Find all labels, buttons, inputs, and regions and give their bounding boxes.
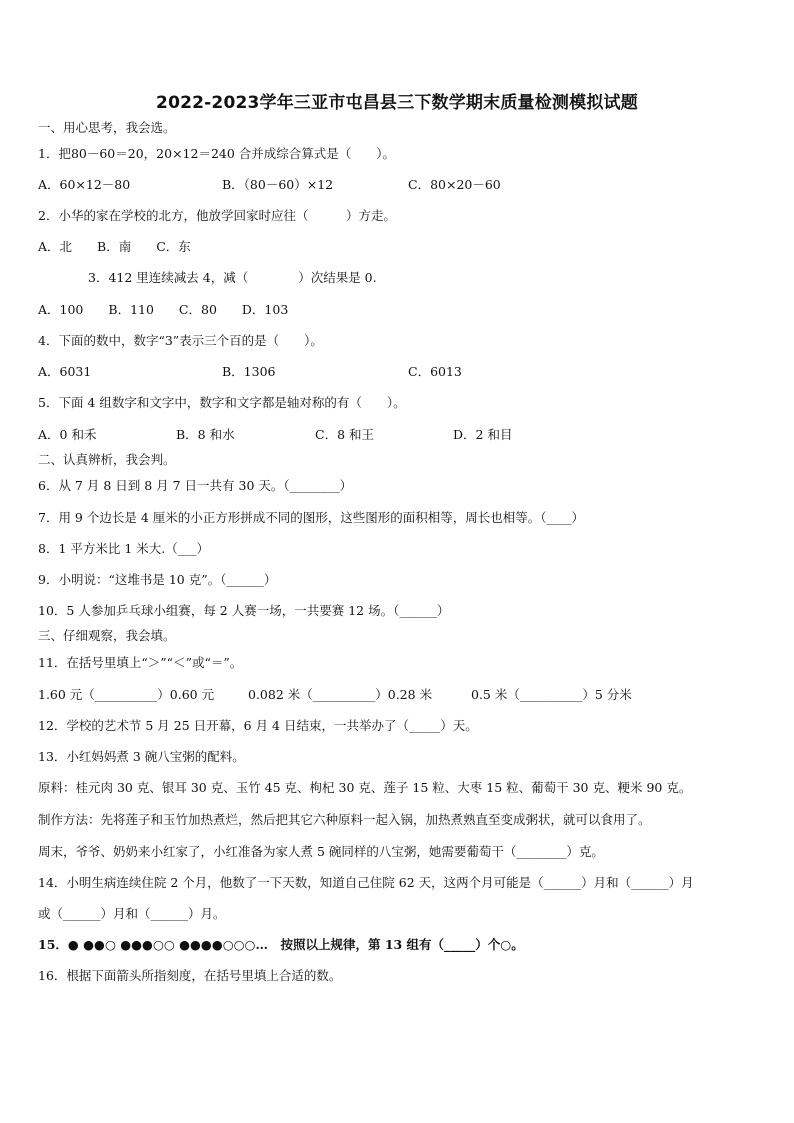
question-16: 16．根据下面箭头所指刻度，在括号里填上合适的数。	[38, 968, 342, 983]
q13-question: 周末，爷爷、奶奶来小红家了，小红准备为家人煮 5 碗同样的八宝粥，她需要葡萄干（________）克。	[38, 844, 604, 859]
q2-options: A．北 B．南 C．东	[38, 239, 191, 254]
section-heading-1: 一、用心思考，我会选。	[38, 120, 176, 135]
q1-option-b: B．（80－60）×12	[222, 177, 334, 192]
q5-option-b: B．8 和水	[176, 427, 235, 442]
q13-method: 制作方法：先将莲子和玉竹加热煮烂，然后把其它六种原料一起入锅，加热煮熟直至变成粥状，就可以食用了。	[38, 812, 651, 827]
page-title: 2022-2023学年三亚市屯昌县三下数学期末质量检测模拟试题	[156, 93, 638, 113]
question-14-cont: 或（______）月和（______）月。	[38, 906, 226, 921]
q1-option-a: A．60×12－80	[38, 177, 131, 192]
question-15: 15．● ●●○ ●●●○○ ●●●●○○○… 按照以上规律，第 13 组有（_____）个○。	[38, 937, 524, 952]
question-14: 14．小明生病连续住院 2 个月，他数了一下天数，知道自己住院 62 天，这两个月可能是（______）月和（______）月	[38, 875, 694, 890]
section-heading-2: 二、认真辨析，我会判。	[38, 452, 176, 467]
question-7: 7．用 9 个边长是 4 厘米的小正方形拼成不同的图形，这些图形的面积相等，周长也相等。（____）	[38, 510, 585, 525]
q3-options: A．100 B．110 C．80 D．103	[38, 302, 289, 317]
q5-option-d: D．2 和目	[453, 427, 513, 442]
q5-option-a: A．0 和禾	[38, 427, 97, 442]
q13-ingredients: 原料：桂元肉 30 克、银耳 30 克、玉竹 45 克、枸杞 30 克、莲子 15 粒、大枣 15 粒、葡萄干 30 克、粳米 90 克。	[38, 780, 692, 795]
question-10: 10．5 人参加乒乓球小组赛，每 2 人赛一场，一共要赛 12 场。（______）	[38, 603, 450, 618]
q1-option-c: C．80×20－60	[408, 177, 501, 192]
question-9: 9．小明说：“这堆书是 10 克”。（______）	[38, 572, 277, 587]
q4-option-c: C．6013	[408, 364, 462, 379]
q11-item-2: 0.082 米（__________）0.28 米	[248, 687, 433, 702]
question-4: 4．下面的数中，数字“3”表示三个百的是（ ）。	[38, 333, 323, 348]
question-8: 8．1 平方米比 1 米大.（___）	[38, 541, 210, 556]
q4-option-a: A．6031	[38, 364, 92, 379]
question-2: 2．小华的家在学校的北方，他放学回家时应往（ ）方走。	[38, 208, 396, 223]
question-11: 11．在括号里填上“＞”“＜”或“＝”。	[38, 655, 243, 670]
q4-option-b: B．1306	[222, 364, 276, 379]
question-5: 5．下面 4 组数字和文字中，数字和文字都是轴对称的有（ ）。	[38, 395, 406, 410]
section-heading-3: 三、仔细观察，我会填。	[38, 628, 176, 643]
question-6: 6．从 7 月 8 日到 8 月 7 日一共有 30 天。（________）	[38, 478, 353, 493]
question-13: 13．小红妈妈煮 3 碗八宝粥的配料。	[38, 749, 245, 764]
q11-item-3: 0.5 米（__________）5 分米	[471, 687, 632, 702]
question-3: 3．412 里连续减去 4，减（ ）次结果是 0.	[88, 270, 377, 285]
q5-option-c: C．8 和王	[315, 427, 374, 442]
question-1: 1．把80－60＝20，20×12＝240 合并成综合算式是（ ）。	[38, 146, 396, 161]
q11-item-1: 1.60 元（__________）0.60 元	[38, 687, 215, 702]
question-12: 12．学校的艺术节 5 月 25 日开幕，6 月 4 日结束，一共举办了（_____）天。	[38, 718, 478, 733]
